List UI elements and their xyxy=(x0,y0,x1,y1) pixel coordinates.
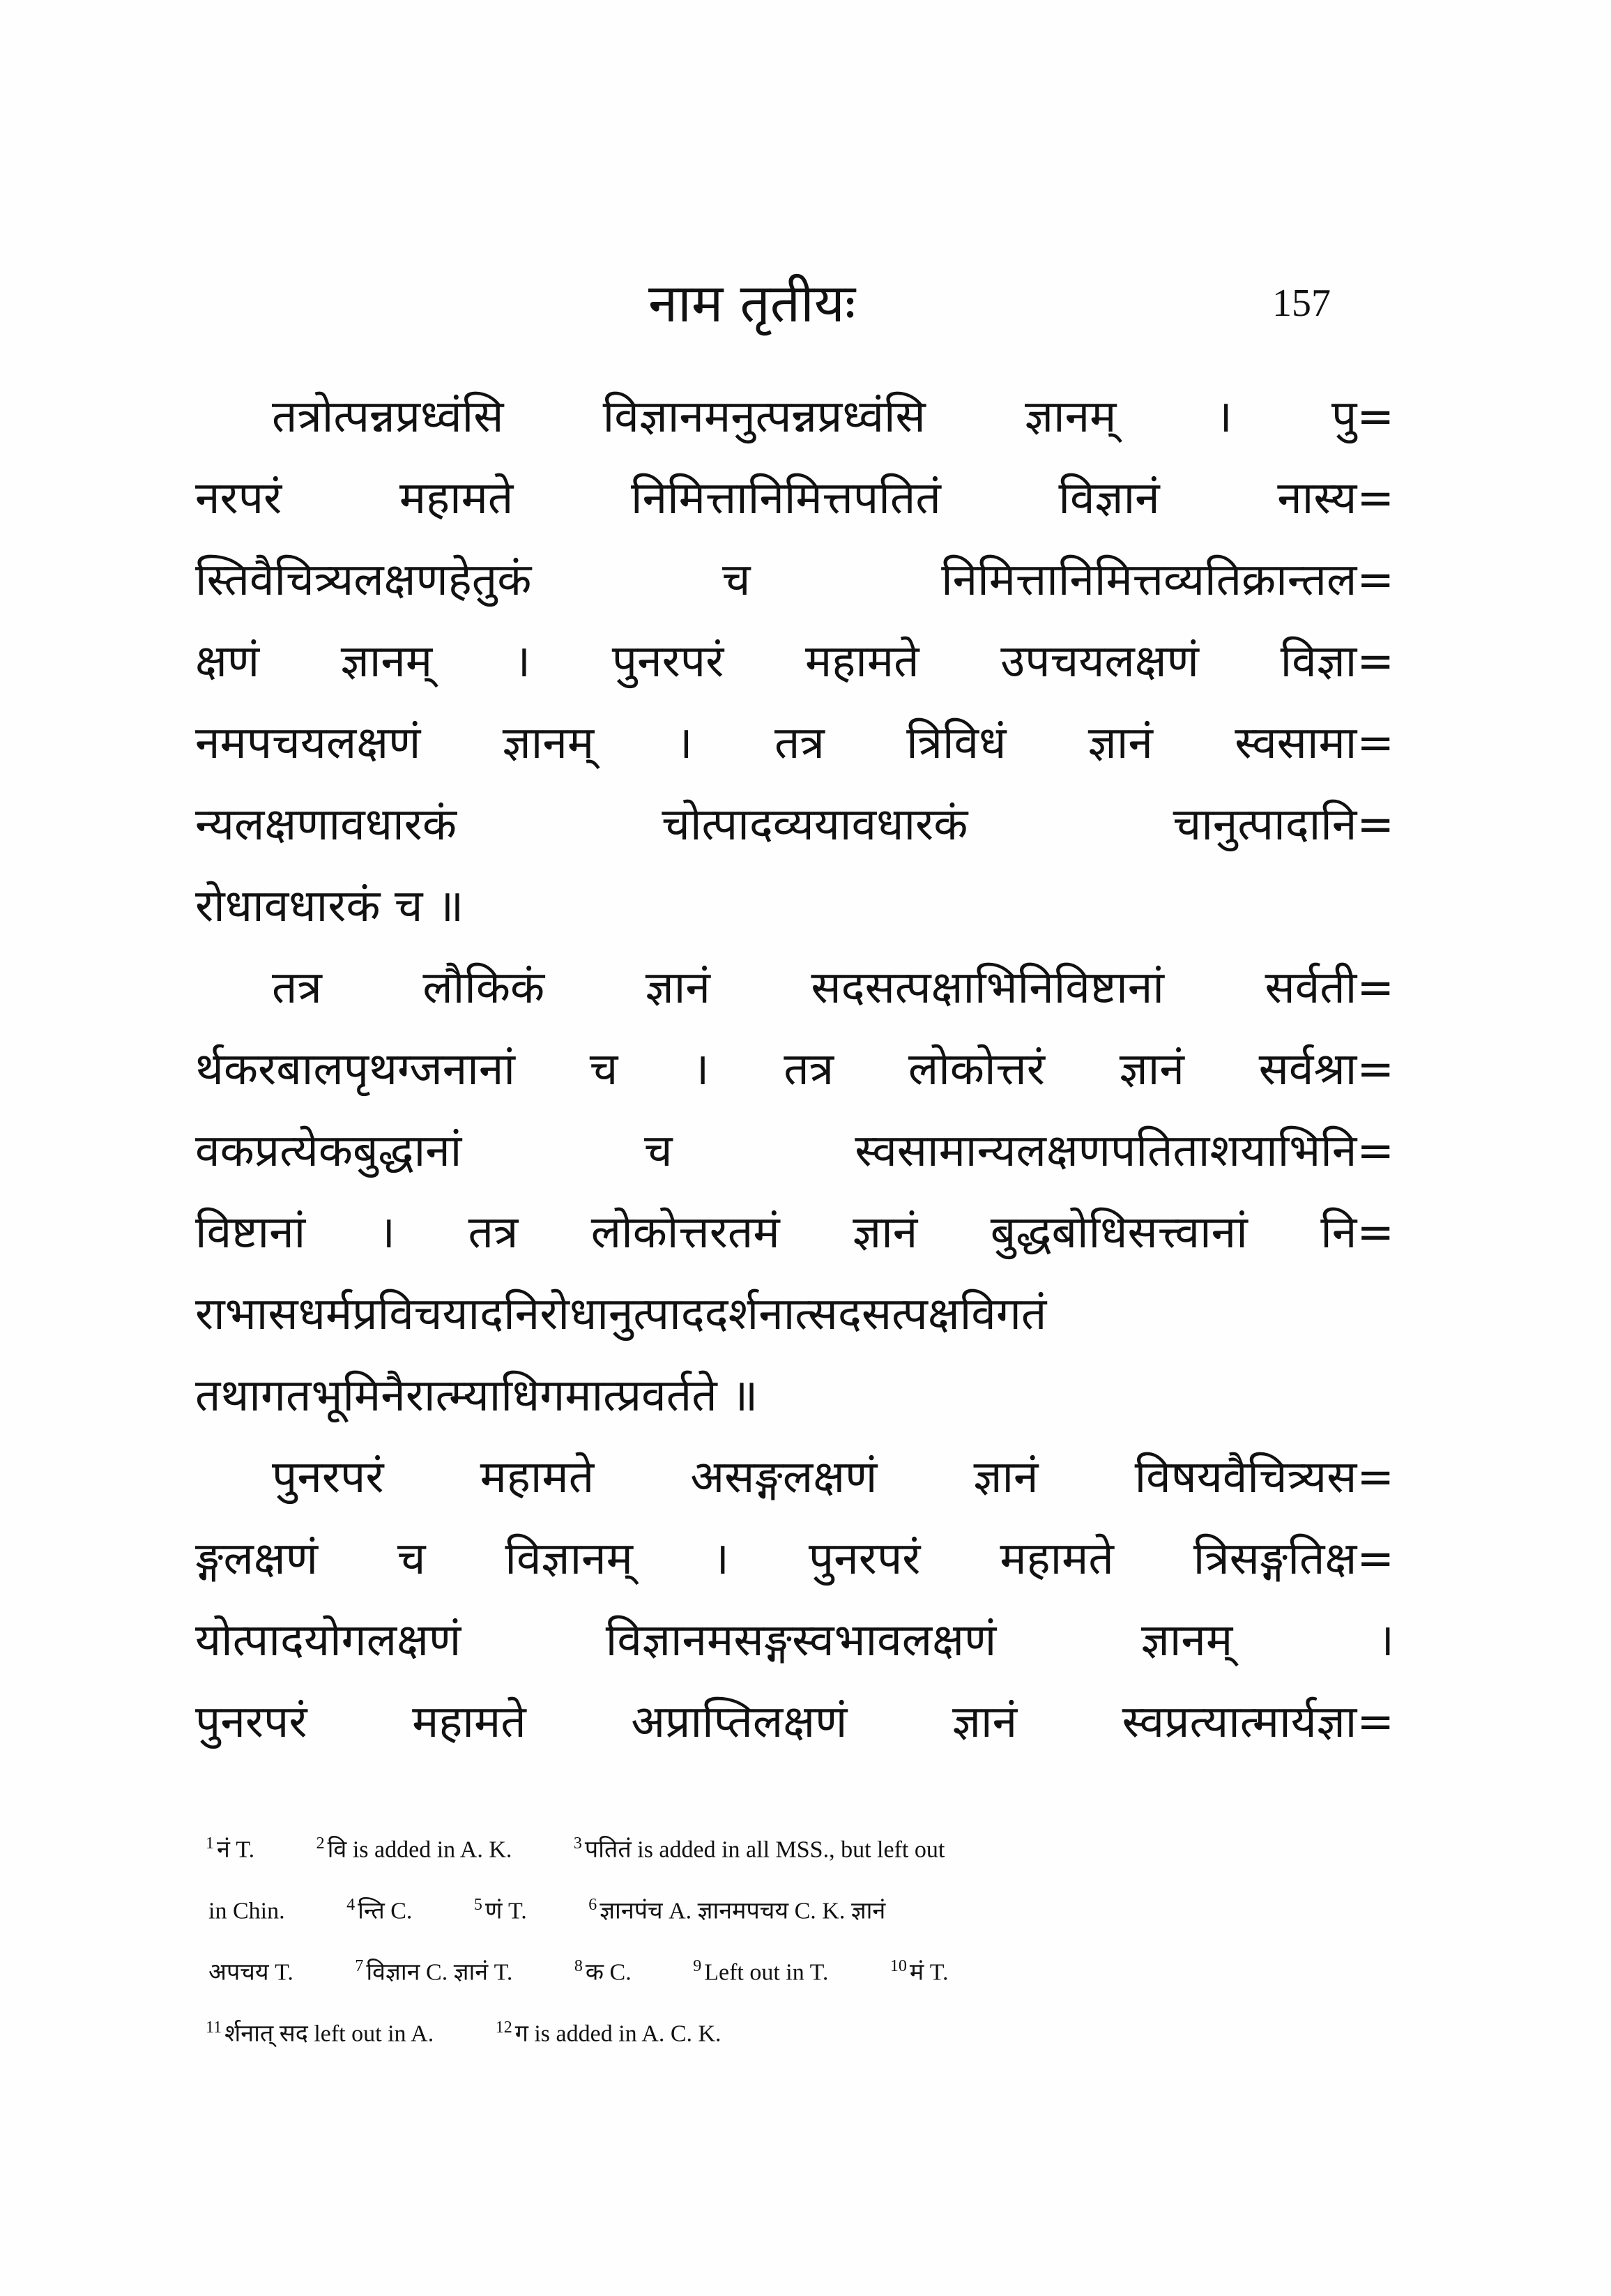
footnote-number: 3 xyxy=(573,1834,582,1853)
main-text xyxy=(195,377,1394,1763)
footnote-text: अपचय T. xyxy=(208,1959,293,1986)
footnote xyxy=(574,1813,945,1874)
footnote-text: क C. xyxy=(585,1959,632,1986)
footnote-line xyxy=(206,1874,1391,1936)
footnote-text: र्शनात् सद left out in A. xyxy=(224,2021,434,2047)
footnote xyxy=(206,1997,434,2058)
footnote xyxy=(316,1813,512,1874)
footnote-text: वि is added in A. K. xyxy=(327,1837,512,1863)
page-number: 157 xyxy=(1272,282,1331,325)
footnote-text: नं T. xyxy=(217,1837,255,1863)
footnote-number: 9 xyxy=(693,1957,702,1975)
footnote-number: 1 xyxy=(206,1834,214,1853)
text-line: न्यलक्षणावधारकं चोत्पादव्ययावधारकं चानुत्पादानि= xyxy=(195,799,1394,851)
footnote-number: 4 xyxy=(346,1896,356,1914)
text-line: स्तिवैचित्र्यलक्षणहेतुकं च निमित्तानिमित्तव्यतिक्रान्तल= xyxy=(195,554,1394,606)
footnote-text: विज्ञान C. ज्ञानं T. xyxy=(366,1959,513,1986)
footnote-number: 12 xyxy=(495,2018,512,2037)
text-line: योत्पादयोगलक्षणं विज्ञानमसङ्गस्वभावलक्षणं ज्ञानम् । xyxy=(195,1615,1394,1666)
paragraph-1 xyxy=(195,377,1394,948)
footnote-text: न्ति C. xyxy=(358,1898,413,1924)
footnote-number: 11 xyxy=(206,2018,222,2037)
text-line: पुनरपरं महामते अप्राप्तिलक्षणं ज्ञानं स्वप्रत्यात्मार्यज्ञा= xyxy=(195,1696,1394,1748)
text-line: तत्रोत्पन्नप्रध्वंसि विज्ञानमनुत्पन्नप्रध्वंसि ज्ञानम् । पु= xyxy=(272,391,1394,443)
footnote-number: 5 xyxy=(473,1896,482,1914)
footnote xyxy=(474,1874,527,1936)
text-line: नमपचयलक्षणं ज्ञानम् । तत्र त्रिविधं ज्ञानं स्वसामा= xyxy=(195,717,1394,769)
footnote-line xyxy=(206,1936,1391,1997)
footnote-number: 2 xyxy=(316,1834,325,1853)
footnote xyxy=(346,1874,412,1936)
text-line: पुनरपरं महामते असङ्गलक्षणं ज्ञानं विषयवैचित्र्यस= xyxy=(272,1452,1394,1503)
footnote xyxy=(355,1936,512,1997)
footnote xyxy=(588,1874,885,1936)
footnote-text: Left out in T. xyxy=(704,1959,829,1986)
text-line: वकप्रत्येकबुद्धानां च स्वसामान्यलक्षणपतिताशयाभिनि= xyxy=(195,1125,1394,1177)
text-line: तत्र लौकिकं ज्ञानं सदसत्पक्षाभिनिविष्टानां सर्वती= xyxy=(272,962,1394,1014)
text-line: विष्टानां । तत्र लोकोत्तरतमं ज्ञानं बुद्धबोधिसत्त्वानां नि= xyxy=(195,1207,1394,1259)
footnote-line xyxy=(206,1813,1391,1874)
footnote-text: मं T. xyxy=(909,1959,949,1986)
footnote xyxy=(890,1936,949,1997)
running-head xyxy=(0,265,1611,342)
footnote-number: 10 xyxy=(890,1957,907,1975)
footnote-number: 7 xyxy=(355,1957,364,1975)
text-line: तथागतभूमिनैरात्म्याधिगमात्प्रवर्तते ॥ xyxy=(195,1370,758,1422)
footnote-text: पतितं is added in all MSS., but left out xyxy=(584,1837,945,1863)
footnote xyxy=(206,1813,254,1874)
footnote-text: णं T. xyxy=(484,1898,527,1924)
paragraph-2 xyxy=(195,948,1394,1437)
footnote xyxy=(693,1936,828,1997)
footnote xyxy=(206,1874,285,1936)
text-line: र्थकरबालपृथग्जनानां च । तत्र लोकोत्तरं ज्ञानं सर्वश्रा= xyxy=(195,1044,1394,1095)
footnote-text: in Chin. xyxy=(208,1898,285,1924)
footnote-text: ग is added in A. C. K. xyxy=(514,2021,721,2047)
footnote xyxy=(574,1936,632,1997)
footnote xyxy=(496,1997,721,2058)
text-line: राभासधर्मप्रविचयादनिरोधानुत्पाददर्शनात्सदसत्पक्षविगतं xyxy=(195,1288,1047,1340)
footnote xyxy=(206,1936,293,1997)
text-line: क्षणं ज्ञानम् । पुनरपरं महामते उपचयलक्षणं विज्ञा= xyxy=(195,636,1394,687)
paragraph-3 xyxy=(195,1437,1394,1763)
text-line: ङ्गलक्षणं च विज्ञानम् । पुनरपरं महामते त्रिसङ्गतिक्ष= xyxy=(195,1533,1394,1585)
footnote-number: 6 xyxy=(588,1896,597,1914)
footnotes xyxy=(206,1813,1391,2058)
footnote-number: 8 xyxy=(574,1957,583,1975)
text-line: रोधावधारकं च ॥ xyxy=(195,881,464,932)
text-line: नरपरं महामते निमित्तानिमित्तपतितं विज्ञानं नास्य= xyxy=(195,473,1394,524)
footnote-line xyxy=(206,1997,1391,2058)
running-title: नाम तृतीयः xyxy=(648,272,856,334)
footnote-text: ज्ञानपंच A. ज्ञानमपचय C. K. ज्ञानं xyxy=(600,1898,886,1924)
